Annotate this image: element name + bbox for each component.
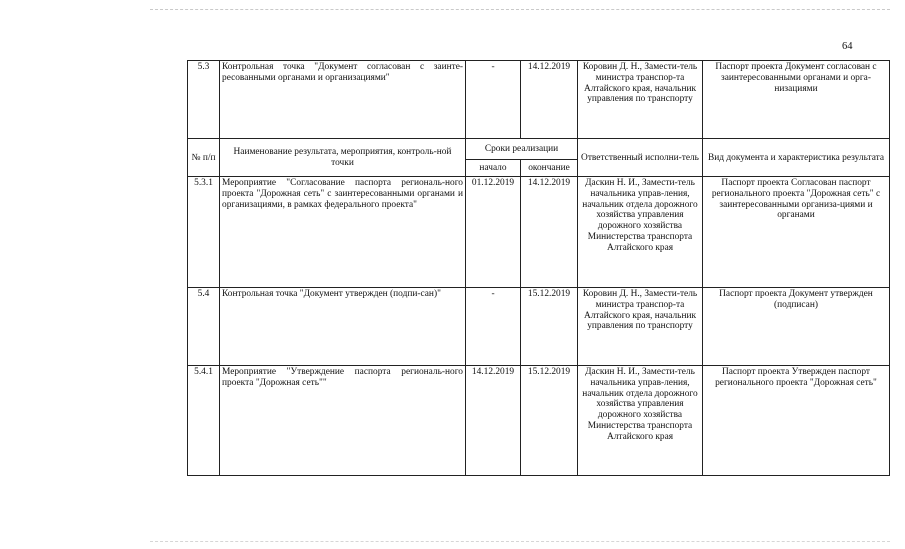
row-responsible: Коровин Д. Н., Замести-тель министра транспор-та Алтайского края, начальник управления по транспорту: [578, 288, 703, 366]
row-name: Мероприятие "Согласование паспорта региональ-ного проекта "Дорожная сеть" с заинтересованными органами и организациями, в рамках федерального проекта": [220, 177, 466, 288]
table-row: [188, 288, 890, 366]
row-number: 5.3: [188, 61, 220, 139]
page-number: 64: [842, 41, 853, 52]
table-row: [188, 177, 890, 288]
header-dates: Сроки реализации: [466, 139, 578, 160]
header-start: начало: [466, 160, 521, 177]
table-row: [188, 366, 890, 476]
header-num: № п/п: [188, 139, 220, 177]
header-responsible: Ответственный исполни-тель: [578, 139, 703, 177]
row-responsible: Коровин Д. Н., Замести-тель министра транспор-та Алтайского края, начальник управления по транспорту: [578, 61, 703, 139]
row-document: Паспорт проекта Утвержден паспорт регионального проекта "Дорожная сеть": [703, 366, 890, 476]
row-responsible: Даскин Н. И., Замести-тель начальника управ-ления, начальник отдела дорожного хозяйства управления дорожного хозяйства Министерства транспорта Алтайского края: [578, 177, 703, 288]
table-header-row: [188, 139, 890, 160]
header-end: окончание: [521, 160, 578, 177]
row-name: Мероприятие "Утверждение паспорта региональ-ного проекта "Дорожная сеть"": [220, 366, 466, 476]
row-start-date: 01.12.2019: [466, 177, 521, 288]
row-document: Паспорт проекта Документ утвержден (подписан): [703, 288, 890, 366]
scan-edge-bottom: [150, 541, 890, 542]
row-number: 5.4: [188, 288, 220, 366]
row-document: Паспорт проекта Документ согласован с заинтересованными органами и орга-низациями: [703, 61, 890, 139]
row-end-date: 14.12.2019: [521, 61, 578, 139]
row-end-date: 15.12.2019: [521, 366, 578, 476]
row-start-date: -: [466, 61, 521, 139]
row-end-date: 14.12.2019: [521, 177, 578, 288]
row-number: 5.4.1: [188, 366, 220, 476]
row-responsible: Даскин Н. И., Замести-тель начальника управ-ления, начальник отдела дорожного хозяйства управления дорожного хозяйства Министерства транспорта Алтайского края: [578, 366, 703, 476]
row-end-date: 15.12.2019: [521, 288, 578, 366]
schedule-table: [187, 60, 890, 476]
row-name: Контрольная точка "Документ утвержден (подпи-сан)": [220, 288, 466, 366]
scan-edge-top: [150, 9, 890, 10]
row-start-date: -: [466, 288, 521, 366]
row-name: Контрольная точка "Документ согласован с заинте-ресованными органами и организациями": [220, 61, 466, 139]
row-start-date: 14.12.2019: [466, 366, 521, 476]
table-row: [188, 61, 890, 139]
header-name: Наименование результата, мероприятия, контроль-ной точки: [220, 139, 466, 177]
row-document: Паспорт проекта Согласован паспорт регионального проекта "Дорожная сеть" с заинтересованными организа-циями и органами: [703, 177, 890, 288]
header-document: Вид документа и характеристика результата: [703, 139, 890, 177]
row-number: 5.3.1: [188, 177, 220, 288]
